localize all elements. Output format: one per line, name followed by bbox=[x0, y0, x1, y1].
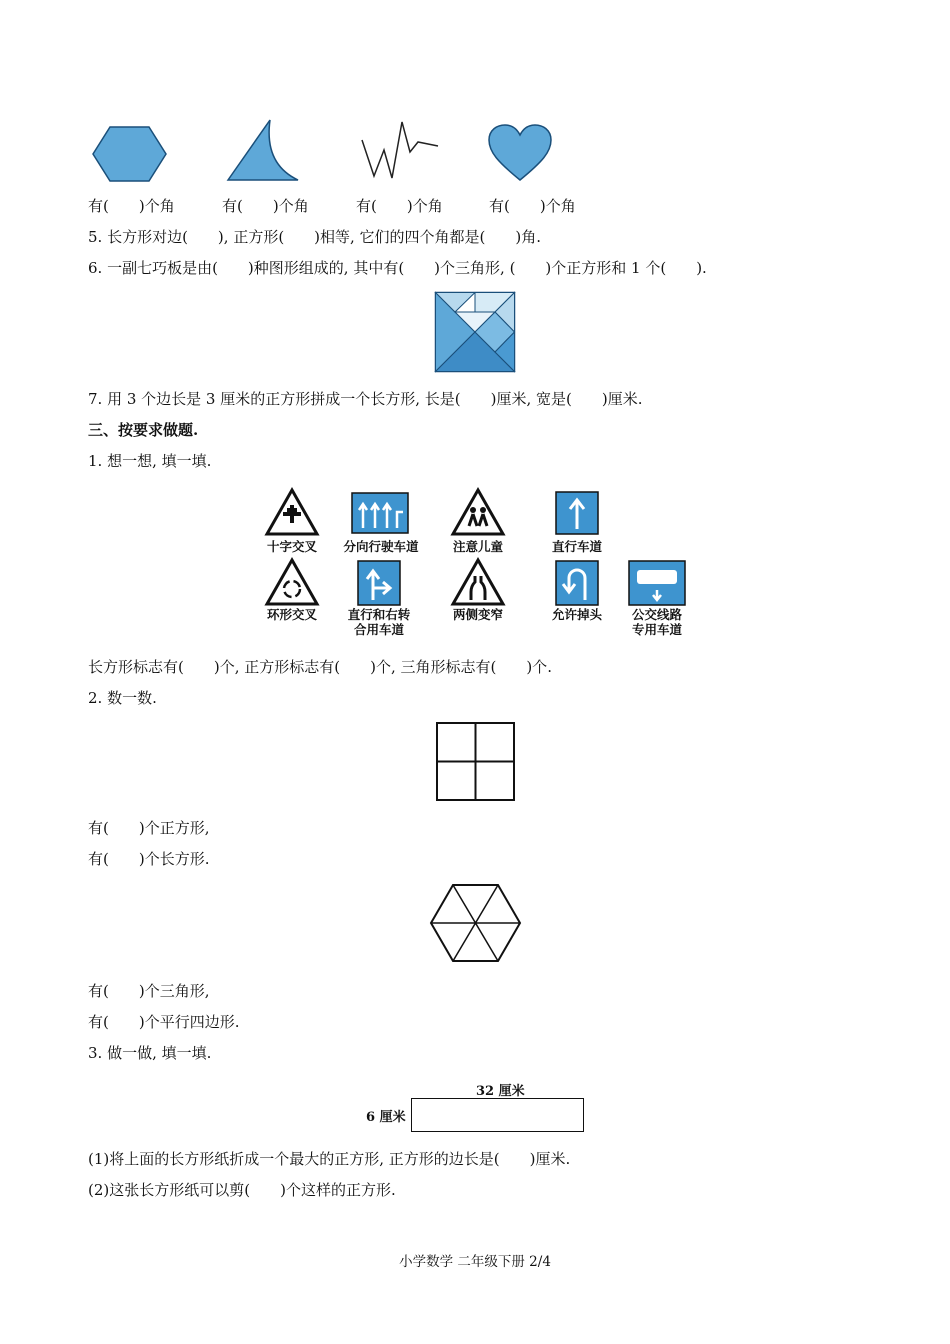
straight-right-lane-sign-icon bbox=[357, 560, 401, 606]
lane-direction-sign-icon bbox=[351, 492, 409, 534]
rect-height-label: 6 厘米 bbox=[366, 1110, 406, 1125]
straight-lane-sign-icon bbox=[555, 491, 599, 535]
s3-q3-part-2: (2)这张长方形纸可以剪( )个这样的正方形. bbox=[88, 1181, 396, 1199]
children-warning-sign-icon bbox=[451, 488, 505, 536]
divided-hexagon-figure bbox=[430, 884, 522, 964]
question-5: 5. 长方形对边( ), 正方形( )相等, 它们的四个角都是( )角. bbox=[88, 228, 542, 246]
s3-q2-answer-3: 有( )个三角形, bbox=[88, 982, 210, 1000]
shape-answer-1: 有( )个角 bbox=[88, 197, 175, 215]
question-6: 6. 一副七巧板是由( )种图形组成的, 其中有( )个三角形, ( )个正方形和 1 个( ). bbox=[88, 259, 707, 277]
sign-label-narrows: 两侧变窄 bbox=[452, 607, 503, 622]
s3-q3-part-1: (1)将上面的长方形纸折成一个最大的正方形, 正方形的边长是( )厘米. bbox=[88, 1150, 571, 1168]
sign-label-crossroad: 十字交叉 bbox=[266, 539, 317, 554]
sign-label-children: 注意儿童 bbox=[452, 539, 503, 554]
s3-q2-answer-1: 有( )个正方形, bbox=[88, 819, 210, 837]
bus-lane-sign-icon bbox=[628, 560, 686, 606]
roundabout-sign-icon bbox=[265, 558, 319, 606]
shape-answer-4: 有( )个角 bbox=[489, 197, 576, 215]
sign-label-roundabout: 环形交叉 bbox=[266, 607, 317, 622]
sign-label-bus-lane: 公交线路 专用车道 bbox=[631, 607, 682, 637]
paper-rectangle bbox=[411, 1098, 584, 1132]
s3-q1-title: 1. 想一想, 填一填. bbox=[88, 452, 212, 470]
tangram-icon bbox=[435, 292, 515, 372]
hexagon-icon bbox=[92, 126, 168, 184]
shape-answer-2: 有( )个角 bbox=[222, 197, 309, 215]
s3-q2-title: 2. 数一数. bbox=[88, 689, 157, 707]
road-narrows-sign-icon bbox=[451, 558, 505, 606]
sign-label-straight: 直行车道 bbox=[551, 539, 602, 554]
s3-q3-title: 3. 做一做, 填一填. bbox=[88, 1044, 212, 1062]
heart-icon bbox=[488, 124, 552, 182]
page-footer: 小学数学 二年级下册 2/4 bbox=[399, 1254, 551, 1270]
s3-q1-answer: 长方形标志有( )个, 正方形标志有( )个, 三角形标志有( )个. bbox=[88, 658, 552, 676]
sign-label-u-turn: 允许掉头 bbox=[551, 607, 602, 622]
rect-width-label: 32 厘米 bbox=[476, 1084, 525, 1099]
sign-label-straight-right: 直行和右转 合用车道 bbox=[347, 607, 411, 637]
curved-triangle-icon bbox=[226, 118, 300, 182]
s3-q2-answer-4: 有( )个平行四边形. bbox=[88, 1013, 240, 1031]
crossroad-sign-icon bbox=[265, 488, 319, 536]
s3-q2-answer-2: 有( )个长方形. bbox=[88, 850, 210, 868]
section-3-title: 三、按要求做题. bbox=[88, 421, 199, 439]
sign-label-lane-direction: 分向行驶车道 bbox=[343, 539, 419, 554]
u-turn-sign-icon bbox=[555, 560, 599, 606]
zigzag-line-icon bbox=[360, 120, 440, 180]
question-7: 7. 用 3 个边长是 3 厘米的正方形拼成一个长方形, 长是( )厘米, 宽是( )厘米. bbox=[88, 390, 643, 408]
shape-answer-3: 有( )个角 bbox=[356, 197, 443, 215]
square-grid-figure bbox=[436, 722, 516, 802]
